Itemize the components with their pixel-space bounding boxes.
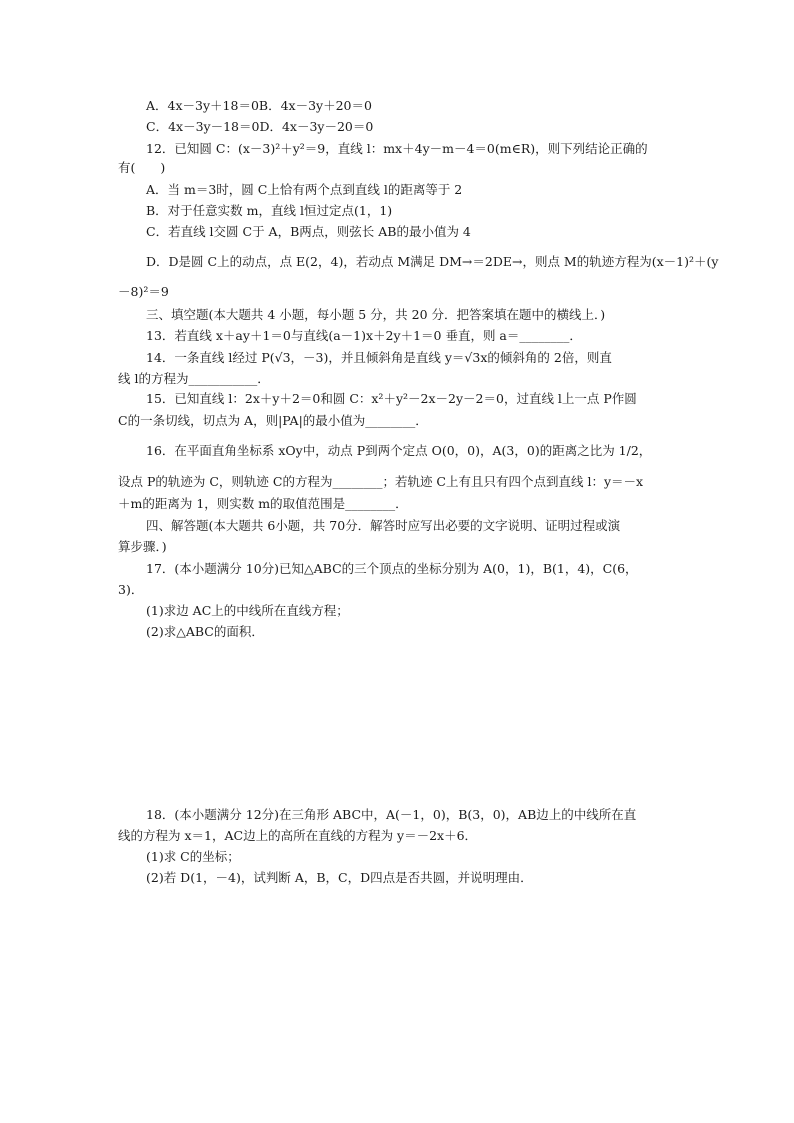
option-12-d-2: －8)²＝9 (118, 284, 169, 299)
question-15: 15．已知直线 l：2x＋y＋2＝0和圆 C：x²＋y²－2x－2y－2＝0，过直线 l上一点 P作圆 (146, 391, 637, 406)
question-16-2: 设点 P的轨迹为 C，则轨迹 C的方程为________；若轨迹 C上有且只有四个点到直线 l：y＝－x (118, 474, 644, 489)
question-17: 17．(本小题满分 10分)已知△ABC的三个顶点的坐标分别为 A(0，1)，B(1，4)，C(6， (146, 561, 638, 576)
question-18-part-2: (2)若 D(1，－4)，试判断 A，B，C，D四点是否共圆，并说明理由． (146, 870, 533, 885)
question-17-part-1: (1)求边 AC上的中线所在直线方程； (146, 603, 349, 618)
question-18-part-1: (1)求 C的坐标； (146, 849, 240, 864)
option-12-d: D．D是圆 C上的动点，点 E(2，4)，若动点 M满足 DM→＝2DE→，则点 M的轨迹方程为(x－1)²＋(y (146, 254, 719, 269)
section-3-heading: 三、填空题(本大题共 4 小题，每小题 5 分，共 20 分．把答案填在题中的横线上．) (146, 307, 606, 322)
option-12-c: C．若直线 l交圆 C于 A，B两点，则弦长 AB的最小值为 4 (146, 224, 471, 239)
question-17-2: 3)． (118, 582, 144, 597)
question-14: 14．一条直线 l经过 P(√3，－3)，并且倾斜角是直线 y＝√3x的倾斜角的 2倍，则直 (146, 350, 612, 365)
question-13: 13．若直线 x＋ay＋1＝0与直线(a－1)x＋2y＋1＝0 垂直，则 a＝________． (146, 328, 582, 343)
option-12-a: A．当 m＝3时，圆 C上恰有两个点到直线 l的距离等于 2 (146, 182, 463, 197)
question-18-2: 线的方程为 x＝1，AC边上的高所在直线的方程为 y＝－2x＋6． (118, 828, 478, 843)
question-12-stem-2: 有( ) (118, 160, 166, 175)
question-14-2: 线 l的方程为___________． (118, 371, 270, 386)
section-4-heading: 四、解答题(本大题共 6小题，共 70分．解答时应写出必要的文字说明、证明过程或演 (146, 518, 621, 533)
section-4-heading-2: 算步骤．) (118, 539, 167, 554)
option-12-b: B．对于任意实数 m，直线 l恒过定点(1，1) (146, 203, 393, 218)
question-12-stem: 12．已知圆 C：(x－3)²＋y²＝9，直线 l：mx＋4y－m－4＝0(m∈R)，则下列结论正确的 (146, 141, 648, 156)
option-11-cd: C．4x－3y－18＝0D．4x－3y－20＝0 (146, 119, 374, 134)
question-15-2: C的一条切线，切点为 A，则|PA|的最小值为________． (118, 413, 428, 428)
question-18: 18．(本小题满分 12分)在三角形 ABC中，A(－1，0)，B(3，0)，AB边上的中线所在直 (146, 807, 637, 822)
option-11-ab: A．4x－3y＋18＝0B．4x－3y＋20＝0 (146, 98, 372, 113)
question-17-part-2: (2)求△ABC的面积． (146, 624, 264, 639)
question-16: 16．在平面直角坐标系 xOy中，动点 P到两个定点 O(0，0)，A(3，0)的距离之比为 1/2， (146, 443, 652, 458)
question-16-3: ＋m的距离为 1，则实数 m的取值范围是________． (118, 496, 408, 511)
